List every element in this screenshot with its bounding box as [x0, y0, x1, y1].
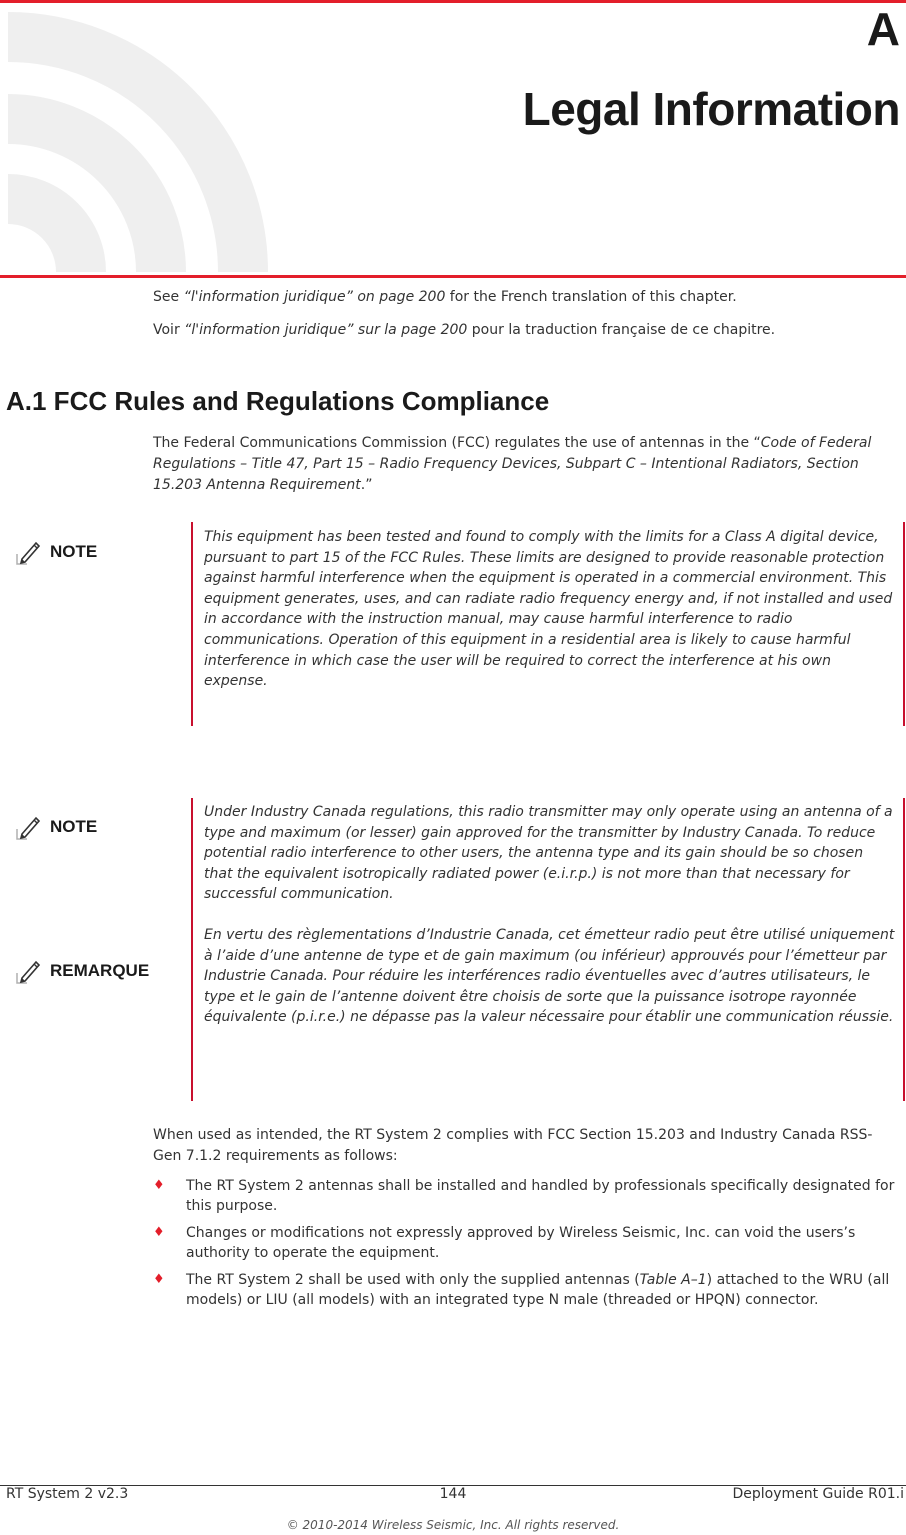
note-label-text: NOTE [50, 542, 98, 561]
note-label-fcc [14, 537, 97, 567]
note-text: Under Industry Canada regulations, this radio transmitter may only operate using an antenna of a type and maximum (or lesser) gain approved for the transmitter by Industry Canada. To reduce potential radio interference to other users, the antenna type and its gain should be so chosen that the equivalent isotropically radiated power (e.i.r.p.) is not more than that necessary for successful communication. [204, 804, 893, 903]
remarque-label [14, 956, 149, 986]
intro-citation: Code of Federal Regulations – Title 47, Part 15 – Radio Frequency Devices, Subpart C – Intentional Radiators, Section 15.203 Antenna Requirement [153, 435, 872, 493]
chapter-letter: A [866, 3, 900, 55]
xref-suffix: pour la traduction française de ce chapitre. [467, 322, 776, 338]
intro-lead: The Federal Communications Commission (FCC) regulates the use of antennas in the “ [153, 435, 761, 451]
xref-prefix: See [153, 289, 184, 305]
note-label-industry-canada [14, 812, 97, 842]
diamond-bullet-icon: ♦ [153, 1225, 165, 1240]
diamond-bullet-icon: ♦ [153, 1272, 165, 1287]
english-translation-xref [153, 287, 737, 308]
section-intro [153, 433, 893, 496]
footer-copyright: © 2010-2014 Wireless Seismic, Inc. All rights reserved. [286, 1518, 620, 1532]
footer-product: RT System 2 v2.3 [6, 1486, 129, 1502]
xref-link[interactable]: “l'information juridique” on page 200 [183, 289, 446, 305]
footer-page-number: 144 [439, 1486, 467, 1502]
requirements-intro: When used as intended, the RT System 2 complies with FCC Section 15.203 and Industry Canada RSS-Gen 7.1.2 requirements as follows: [153, 1127, 873, 1164]
table-xref-link[interactable]: Table A–1 [639, 1272, 707, 1288]
intro-tail: .” [360, 477, 373, 493]
french-translation-xref [153, 320, 775, 341]
list-item-text: Changes or modifications not expressly approved by Wireless Seismic, Inc. can void the users’s authority to operate the equipment. [186, 1225, 856, 1261]
chapter-red-rule [0, 275, 906, 278]
list-item [153, 1223, 898, 1263]
remarque-label-text: REMARQUE [50, 961, 150, 980]
section-heading: A.1 FCC Rules and Regulations Compliance [6, 386, 550, 416]
remarque-text: En vertu des règlementations d’Industrie Canada, cet émetteur radio peut être utilisé uniquement à l’aide d’une antenne de type et de gain maximum (ou inférieur) approuvés pour l’émetteur par Industrie Canada. Pour réduire les interférences radio éventuelles avec d’autres utilisateurs, le type et le gain de l’antenne doivent être choisis de sorte que la puissance isotrope rayonnée équivalente (p.i.r.e.) ne dépasse pas la valeur nécessaire pour établir une communication réussie. [204, 926, 895, 1026]
list-item-text: ) attached to the WRU (all models) or LIU (all models) with an integrated type N male (threaded or HPQN) connector. [186, 1272, 890, 1308]
xref-link[interactable]: “l'information juridique” sur la page 200 [184, 322, 468, 338]
list-item [153, 1270, 898, 1310]
list-item-text: The RT System 2 shall be used with only the supplied antennas ( [186, 1272, 640, 1288]
requirements-list [153, 1176, 898, 1317]
pencil-icon [14, 957, 42, 985]
footer-doc-title: Deployment Guide R01.i [732, 1486, 904, 1502]
note-text: This equipment has been tested and found to comply with the limits for a Class A digital device, pursuant to part 15 of the FCC Rules. These limits are designed to provide reasonable protection against harmful interference when the equipment is operated in a commercial environment. This equipment generates, uses, and can radiate radio frequency energy and, if not installed and used in accordance with the instruction manual, may cause harmful interference to radio communications. Operation of this equipment in a residential area is likely to cause harmful interference in which case the user will be required to correct the interference at his own expense. [204, 529, 893, 690]
wireless-signal-watermark-icon [0, 3, 280, 275]
list-item-text: The RT System 2 antennas shall be installed and handled by professionals specifically designated for this purpose. [186, 1178, 895, 1214]
note-label-text: NOTE [50, 817, 98, 836]
chapter-title: Legal Information [522, 83, 900, 135]
note-box-industry-canada [191, 798, 905, 1101]
list-item [153, 1176, 898, 1216]
xref-suffix: for the French translation of this chapter. [445, 289, 737, 305]
note-box-fcc [191, 522, 905, 726]
pencil-icon [14, 538, 42, 566]
xref-prefix: Voir [153, 322, 185, 338]
pencil-icon [14, 813, 42, 841]
diamond-bullet-icon: ♦ [153, 1178, 165, 1193]
